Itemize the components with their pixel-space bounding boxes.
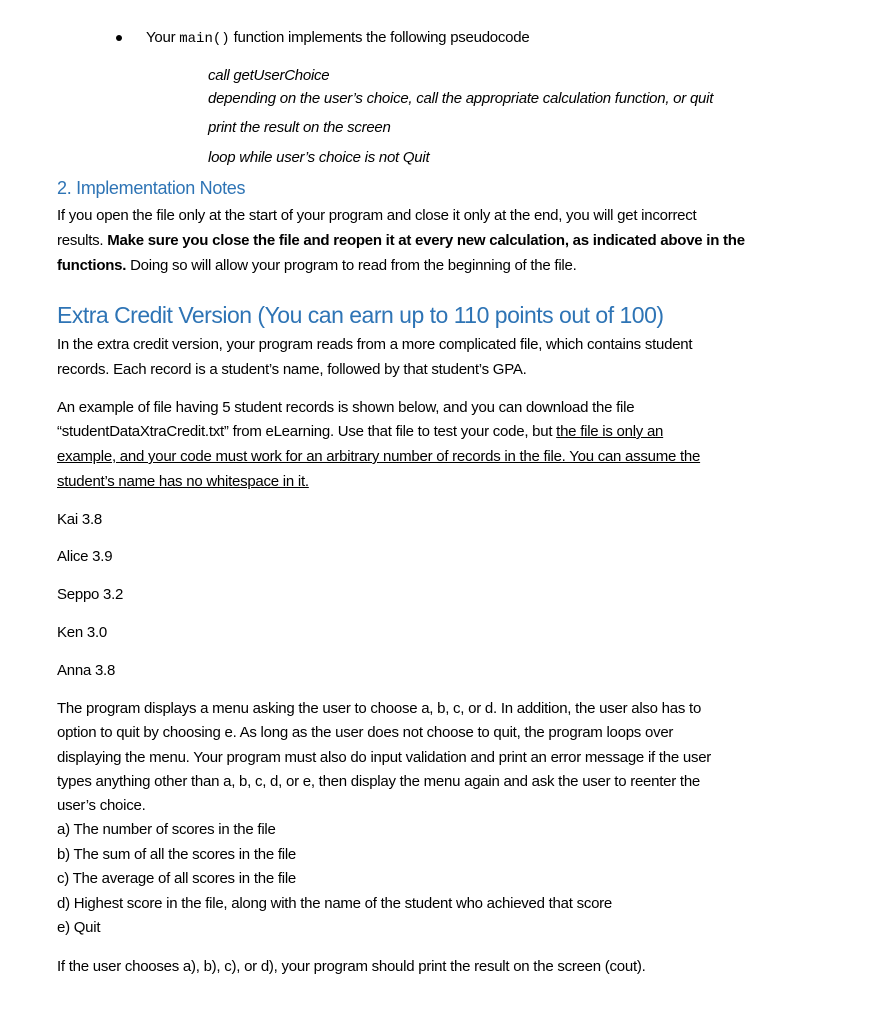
menu-option: d) Highest score in the file, along with the name of the student who achieved that score bbox=[57, 895, 613, 912]
paragraph-line: If you open the file only at the start of your program and close it only at the end, you will get incorrect bbox=[57, 207, 697, 224]
menu-option: b) The sum of all the scores in the file bbox=[57, 846, 297, 863]
paragraph-line: functions. Doing so will allow your program to read from the beginning of the file. bbox=[57, 257, 577, 274]
bullet-icon bbox=[116, 35, 122, 41]
paragraph-line: student’s name has no whitespace in it. bbox=[57, 473, 309, 490]
student-record: Ken 3.0 bbox=[57, 624, 107, 641]
pseudocode-line: print the result on the screen bbox=[208, 119, 391, 136]
paragraph-line: records. Each record is a student’s name, followed by that student’s GPA. bbox=[57, 361, 527, 378]
paragraph-line: displaying the menu. Your program must also do input validation and print an error message if the user bbox=[57, 749, 712, 766]
student-record: Seppo 3.2 bbox=[57, 586, 124, 603]
paragraph-line: An example of file having 5 student records is shown below, and you can download the file bbox=[57, 399, 635, 416]
paragraph-line: example, and your code must work for an arbitrary number of records in the file. You can assume the bbox=[57, 448, 701, 465]
paragraph-line: option to quit by choosing e. As long as the user does not choose to quit, the program loops over bbox=[57, 724, 674, 741]
extra-credit-heading: Extra Credit Version (You can earn up to 110 points out of 100) bbox=[57, 302, 664, 328]
paragraph-line: types anything other than a, b, c, d, or e, then display the menu again and ask the user to reenter the bbox=[57, 773, 701, 790]
student-record: Anna 3.8 bbox=[57, 662, 116, 679]
menu-option: e) Quit bbox=[57, 919, 101, 936]
bullet-text: Your main() function implements the following pseudocode bbox=[146, 29, 530, 47]
paragraph-line: results. Make sure you close the file and reopen it at every new calculation, as indicated above in the bbox=[57, 232, 745, 249]
pseudocode-line: loop while user’s choice is not Quit bbox=[208, 149, 430, 166]
student-record: Alice 3.9 bbox=[57, 548, 113, 565]
paragraph-line: The program displays a menu asking the user to choose a, b, c, or d. In addition, the user also has to bbox=[57, 700, 702, 717]
paragraph-line: In the extra credit version, your program reads from a more complicated file, which contains student bbox=[57, 336, 693, 353]
pseudocode-line: depending on the user’s choice, call the appropriate calculation function, or quit bbox=[208, 90, 714, 107]
student-record: Kai 3.8 bbox=[57, 511, 102, 528]
menu-option: a) The number of scores in the file bbox=[57, 821, 276, 838]
final-paragraph: If the user chooses a), b), c), or d), your program should print the result on the screen (cout). bbox=[57, 958, 646, 975]
paragraph-line: “studentDataXtraCredit.txt” from eLearning. Use that file to test your code, but the file is only an bbox=[57, 423, 664, 440]
pseudocode-line: call getUserChoice bbox=[208, 67, 330, 84]
implementation-heading: 2. Implementation Notes bbox=[57, 178, 246, 198]
paragraph-line: user’s choice. bbox=[57, 797, 146, 814]
menu-option: c) The average of all scores in the file bbox=[57, 870, 297, 887]
